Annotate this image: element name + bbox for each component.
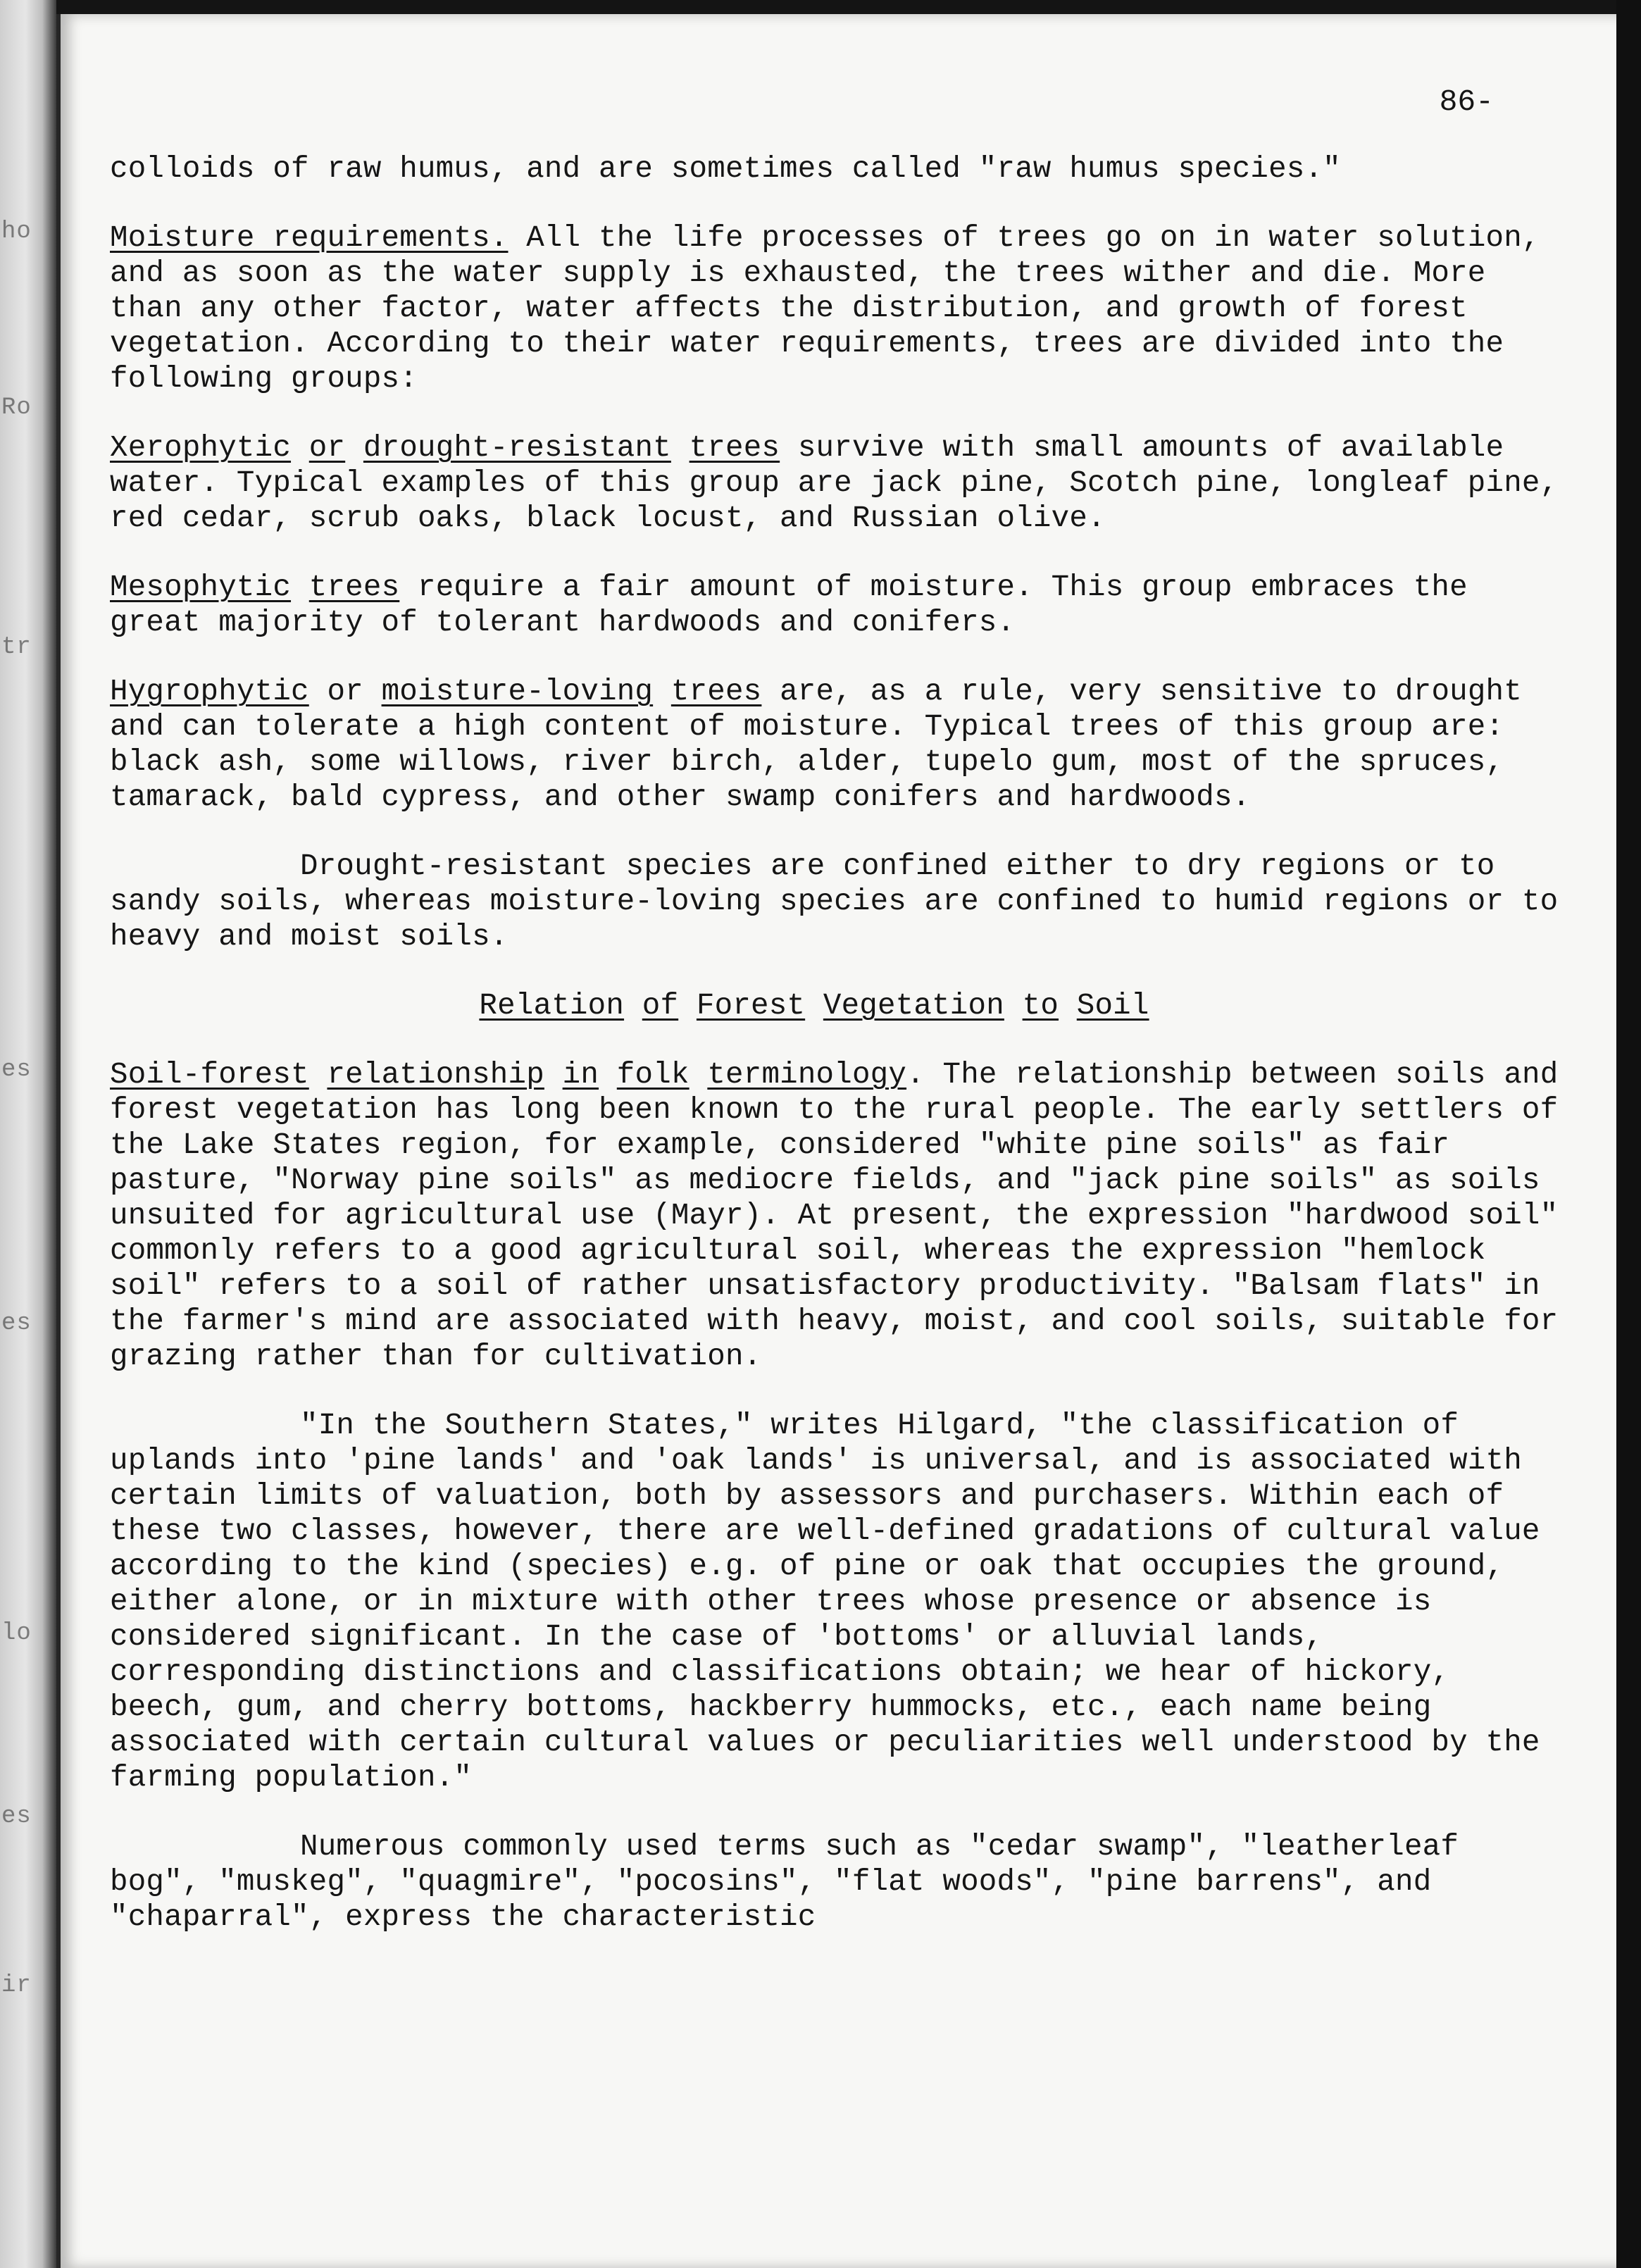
bleed-through-marks: Ro <box>1 394 32 421</box>
term-trees: trees <box>670 675 762 709</box>
bleed-through-marks: es <box>1 1057 32 1083</box>
page-body <box>110 151 1577 1969</box>
term-moisture-loving: moisture-loving <box>381 675 654 709</box>
heading-word: Relation <box>479 989 625 1023</box>
term-xerophytic: Xerophytic <box>110 431 292 465</box>
moisture-requirements-title: Moisture requirements. <box>110 221 508 255</box>
folk-title-word: relationship <box>327 1058 544 1092</box>
hygrophytic-paragraph: Hygrophytic or moisture-loving trees are, as a rule, very sensitive to drought and can tolerate a high content of moisture. Typical trees of this group are: black ash, some willows, river birch, alder, tupelo gum, most of the spruces, tamarack, bald cypress, and other swamp conifers and hardwoods. <box>110 675 1540 814</box>
term-trees: trees <box>308 571 400 604</box>
heading-word: Vegetation <box>823 989 1004 1023</box>
folk-title-word: Soil-forest <box>110 1058 309 1092</box>
section-heading <box>110 988 1561 1023</box>
page-number: 86- <box>1439 85 1494 119</box>
term-hygrophytic: Hygrophytic <box>110 675 309 709</box>
bleed-through-marks: es <box>1 1803 32 1830</box>
bleed-through-marks: ho <box>1 218 32 245</box>
xerophytic-paragraph <box>110 430 1577 536</box>
bleed-through-marks: lo <box>1 1620 32 1647</box>
moisture-requirements-body: All the life processes of trees go on in water solution, and as soon as the water supply is exhausted, the trees wither and die. More than any other factor, water affects the distribution, and growth of forest vegetation. According to their water requirements, trees are divided into the following groups: <box>110 221 1559 396</box>
folk-title-word: terminology <box>707 1058 907 1092</box>
term-drought-resistant: drought-resistant <box>363 431 671 465</box>
typewritten-page <box>56 14 1621 2268</box>
adjacent-page-edge <box>0 0 56 2268</box>
term-or: or <box>308 431 346 465</box>
bleed-through-marks: es <box>1 1310 32 1337</box>
folk-terminology-body: . The relationship between soils and forest vegetation has long been known to the rural people. The early settlers of the Lake States region, for example, considered "white pine soils" as fair pasture, "Norway pine soils" as mediocre fields, and "jack pine soils" as soils unsuited for agricultural use (Mayr). At present, the expression "hardwood soil" commonly refers to a good agricultural soil, whereas the expression "hemlock soil" refers to a soil of rather unsatisfactory productivity. "Balsam flats" in the farmer's mind are associated with heavy, moist, and cool soils, suitable for grazing rather than for cultivation. <box>110 1058 1577 1373</box>
mesophytic-body: require a fair amount of moisture. This group embraces the great majority of tolerant hardwoods and conifers. <box>110 571 1486 640</box>
bleed-through-marks: ir <box>1 1972 32 1999</box>
folk-title-word: in <box>562 1058 599 1092</box>
folk-terminology-paragraph <box>110 1057 1577 1374</box>
moisture-requirements-paragraph <box>110 220 1561 397</box>
terms-paragraph: Numerous commonly used terms such as "cedar swamp", "leatherleaf bog", "muskeg", "quagmire", "pocosins", "flat woods", "pine barrens", and "chaparral", express the characteristic <box>110 1830 1477 1934</box>
continuation-paragraph: colloids of raw humus, and are sometimes called "raw humus species." <box>110 152 1341 186</box>
hilgard-quote-paragraph: "In the Southern States," writes Hilgard, "the classification of uplands into 'pine lands' and 'oak lands' is universal, and is associated with certain limits of valuation, both by assessors and purchasers. Within each of these two classes, however, there are well-defined gradations of cultural value according to the kind (species) e.g. of pine or oak that occupies the ground, either alone, or in mixture with other trees whose presence or absence is considered significant. In the case of 'bottoms' or alluvial lands, corresponding distinctions and classifications obtain; we hear of hickory, beech, gum, and cherry bottoms, hackberry hummocks, etc., each name being associated with certain cultural values or peculiarities well understood by the farming population." <box>110 1409 1559 1795</box>
heading-word: Forest <box>696 989 806 1023</box>
folk-title-word: folk <box>616 1058 690 1092</box>
xerophytic-body: survive with small amounts of available water. Typical examples of this group are jack pine, Scotch pine, longleaf pine, red cedar, scrub oaks, black locust, and Russian olive. <box>110 431 1577 535</box>
hygrophytic-body: are, as a rule, very sensitive to drought and can tolerate a high content of moisture. Typical trees of this group are: black ash, some willows, river birch, alder, tupelo gum, most of the spruces, tamarack, bald cypress, and other swamp conifers and hardwoods. <box>110 675 1540 814</box>
heading-word: Soil <box>1076 989 1149 1023</box>
term-trees: trees <box>689 431 780 465</box>
mesophytic-paragraph <box>110 570 1561 640</box>
drought-summary-paragraph: Drought-resistant species are confined either to dry regions or to sandy soils, whereas moisture-loving species are confined to humid regions or to heavy and moist soils. <box>110 849 1577 954</box>
scan-border <box>1616 0 1641 2268</box>
term-mesophytic: Mesophytic <box>110 571 292 604</box>
bleed-through-marks: tr <box>1 634 32 661</box>
heading-word: of <box>642 989 679 1023</box>
heading-word: to <box>1022 989 1059 1023</box>
